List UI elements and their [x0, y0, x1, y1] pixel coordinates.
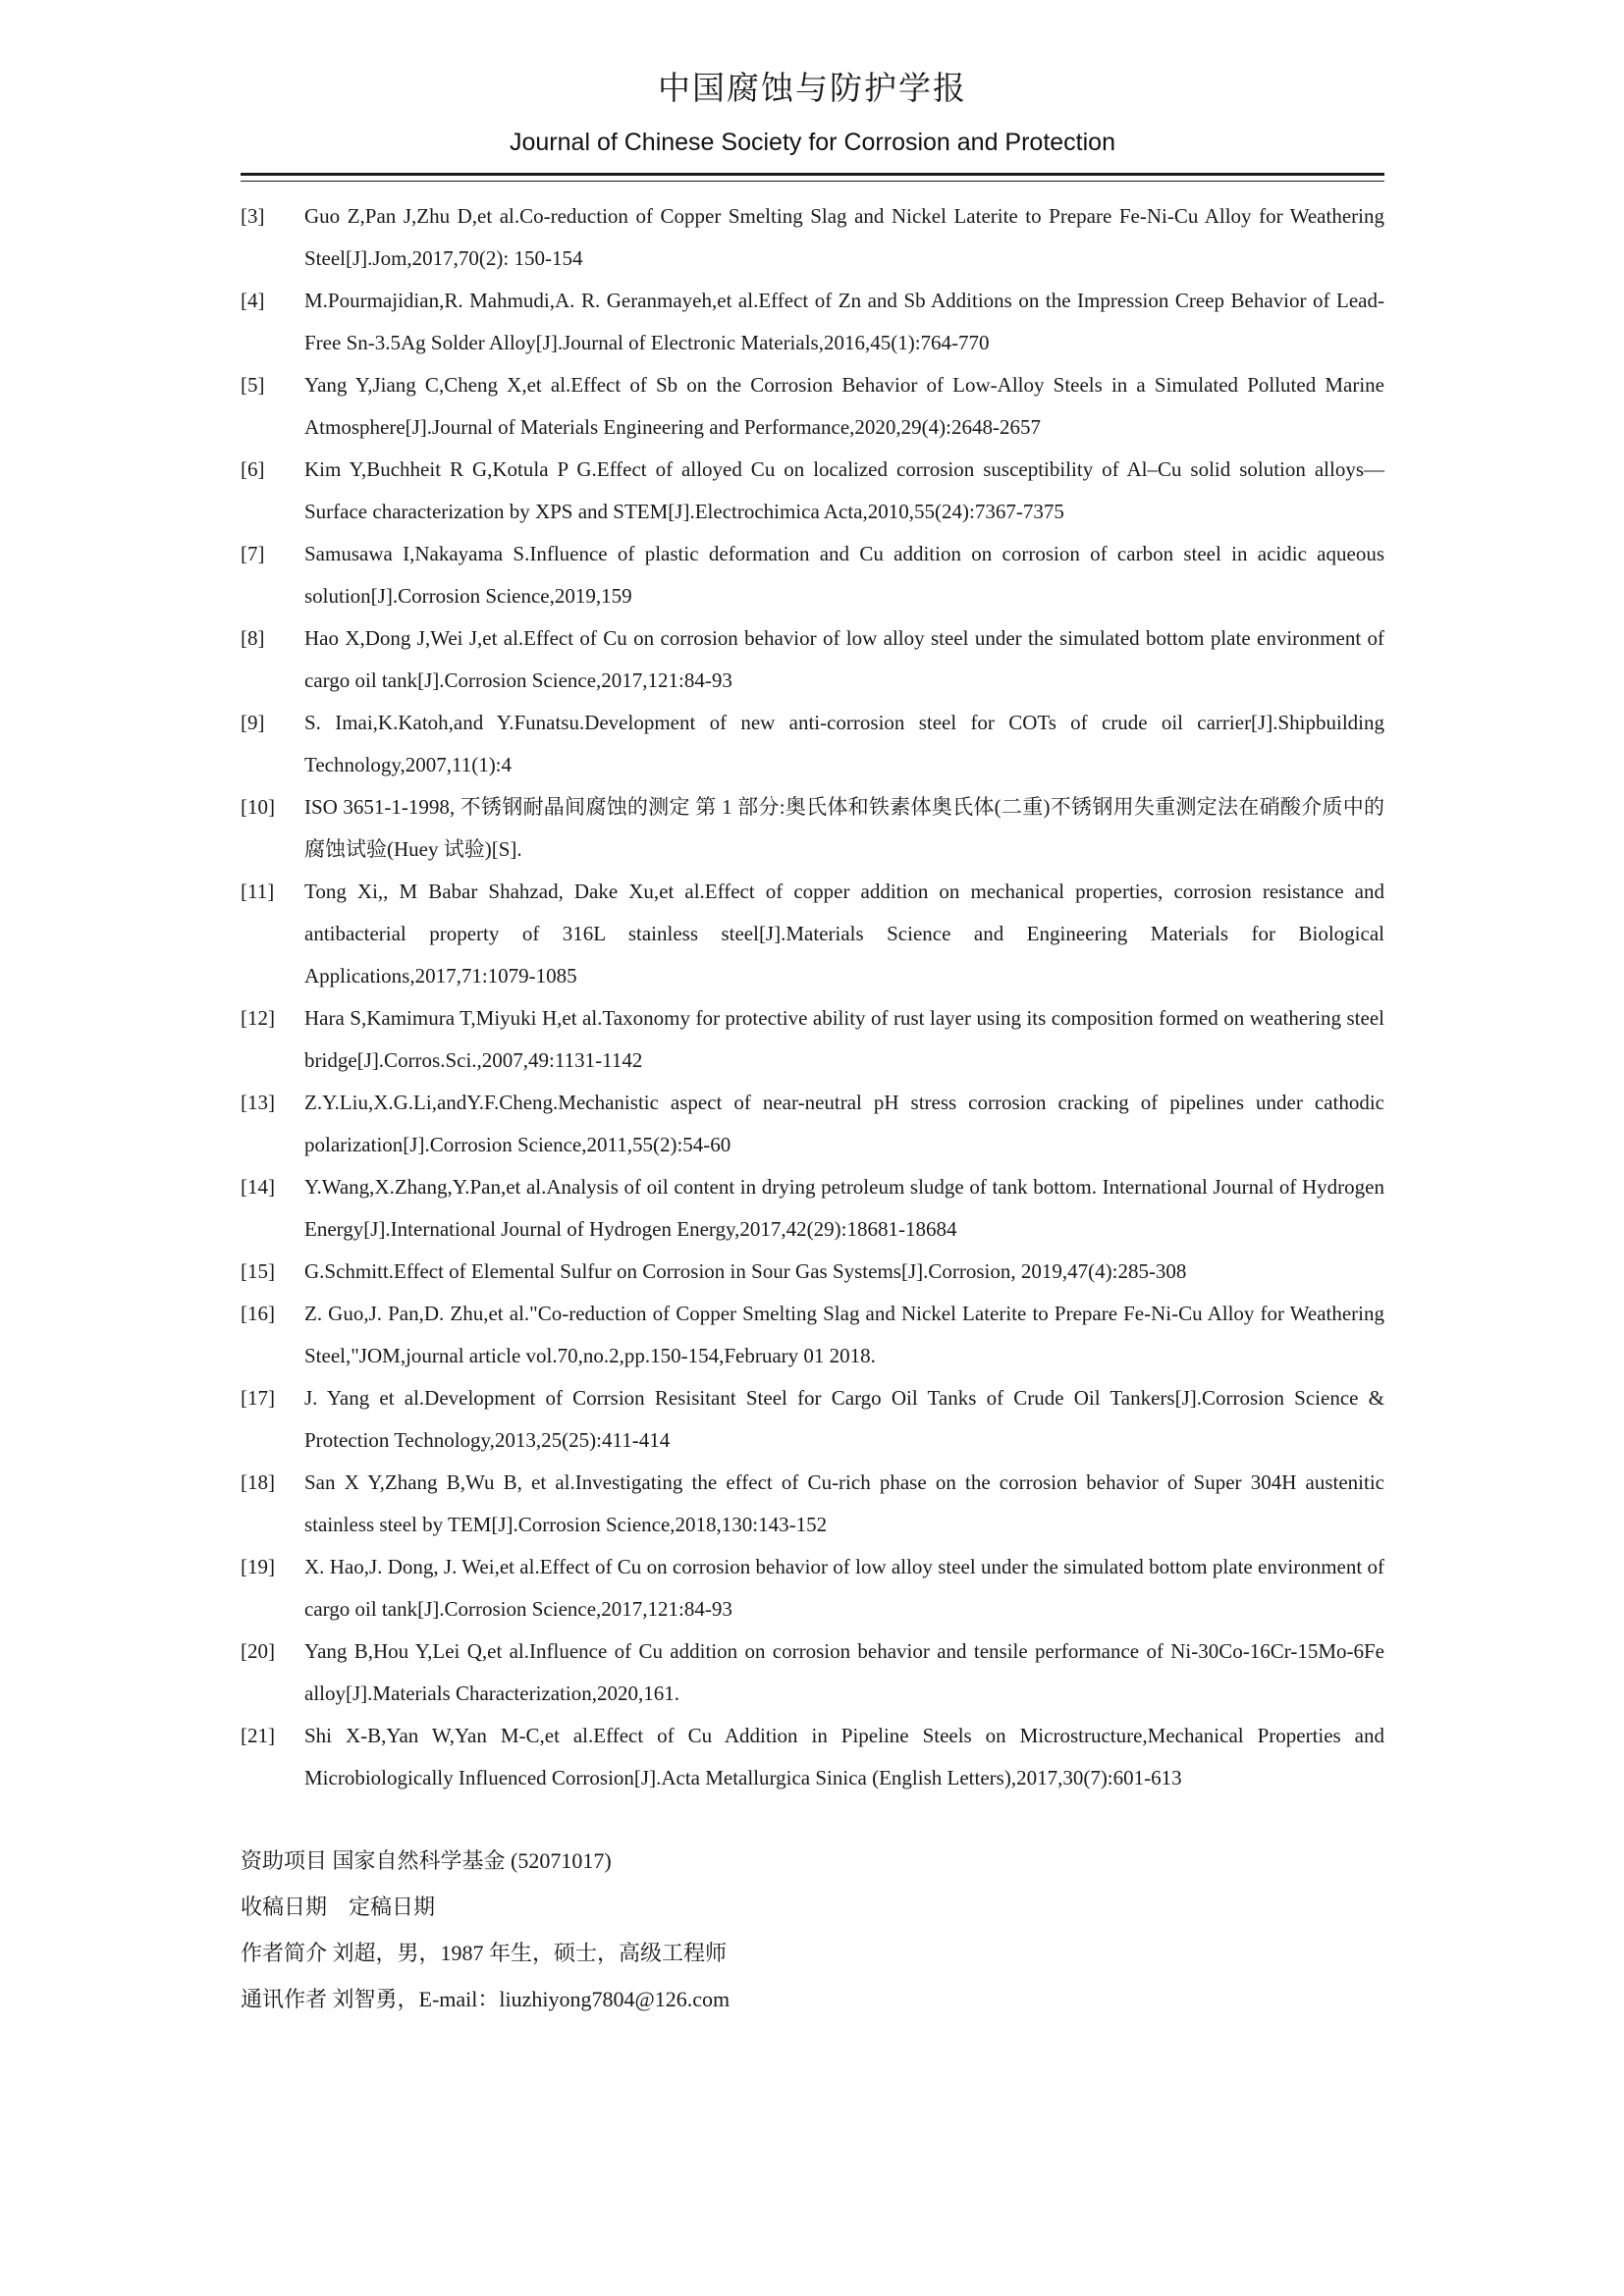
reference-number: [6]: [241, 456, 265, 481]
reference-item: [241, 997, 1384, 1082]
author-bio-line: 作者简介 刘超，男，1987 年生，硕士，高级工程师: [241, 1941, 728, 1965]
reference-text: M.Pourmajidian,R. Mahmudi,A. R. Geranmayeh,et al.Effect of Zn and Sb Additions on the Impression Creep Behavior of Lead-Free Sn-3.5Ag Solder Alloy[J].Journal of Electronic Materials,2016,45(1):764-770: [304, 288, 1384, 354]
reference-text: J. Yang et al.Development of Corrsion Resisitant Steel for Cargo Oil Tanks of Crude Oil Tankers[J].Corrosion Science & Protection Technology,2013,25(25):411-414: [304, 1385, 1384, 1452]
reference-item: [241, 280, 1384, 364]
reference-item: [241, 871, 1384, 997]
reference-number: [10]: [241, 794, 275, 819]
reference-number: [15]: [241, 1258, 275, 1283]
reference-text: Z. Guo,J. Pan,D. Zhu,et al."Co-reduction of Copper Smelting Slag and Nickel Laterite to Prepare Fe-Ni-Cu Alloy for Weathering Steel,"JOM,journal article vol.70,no.2,pp.150-154,February 01 2018.: [304, 1301, 1384, 1367]
reference-number: [8]: [241, 625, 265, 650]
journal-title-english: Journal of Chinese Society for Corrosion and Protection: [510, 128, 1115, 156]
reference-item: [241, 195, 1384, 280]
reference-number: [4]: [241, 288, 265, 312]
reference-text: Z.Y.Liu,X.G.Li,andY.F.Cheng.Mechanistic aspect of near-neutral pH stress corrosion cracking of pipelines under cathodic polarization[J].Corrosion Science,2011,55(2):54-60: [304, 1090, 1384, 1156]
reference-item: [241, 1546, 1384, 1630]
reference-text: Tong Xi,, M Babar Shahzad, Dake Xu,et al.Effect of copper addition on mechanical properties, corrosion resistance and antibacterial property of 316L stainless steel[J].Materials Science and Engineering Materials for Biological Applications,2017,71:1079-1085: [304, 879, 1384, 988]
reference-item: [241, 702, 1384, 786]
reference-number: [3]: [241, 203, 265, 228]
reference-text: Kim Y,Buchheit R G,Kotula P G.Effect of alloyed Cu on localized corrosion susceptibility of Al–Cu solid solution alloys—Surface characterization by XPS and STEM[J].Electrochimica Acta,2010,55(24):7367-7375: [304, 456, 1384, 523]
reference-number: [7]: [241, 541, 265, 565]
reference-item: [241, 617, 1384, 702]
reference-list: [241, 195, 1384, 1799]
page-footer: [241, 1838, 1384, 2022]
reference-item: [241, 1293, 1384, 1377]
reference-item: [241, 1082, 1384, 1166]
reference-item: [241, 1462, 1384, 1546]
reference-number: [5]: [241, 372, 265, 397]
funding-line: 资助项目 国家自然科学基金 (52071017): [241, 1848, 612, 1873]
reference-text: ISO 3651-1-1998, 不锈钢耐晶间腐蚀的测定 第 1 部分:奥氏体和铁素体奥氏体(二重)不锈钢用失重测定法在硝酸介质中的腐蚀试验(Huey 试验)[S].: [304, 794, 1384, 861]
reference-number: [14]: [241, 1174, 275, 1199]
reference-text: Hara S,Kamimura T,Miyuki H,et al.Taxonomy for protective ability of rust layer using its composition formed on weathering steel bridge[J].Corros.Sci.,2007,49:1131-1142: [304, 1005, 1384, 1072]
header-rule: [241, 173, 1384, 182]
reference-number: [21]: [241, 1723, 275, 1747]
reference-number: [17]: [241, 1385, 275, 1410]
corresponding-author-line: 通讯作者 刘智勇，E-mail：liuzhiyong7804@126.com: [241, 1987, 731, 2011]
reference-item: [241, 364, 1384, 449]
reference-number: [16]: [241, 1301, 275, 1325]
reference-text: Y.Wang,X.Zhang,Y.Pan,et al.Analysis of oil content in drying petroleum sludge of tank bottom. International Journal of Hydrogen Energy[J].International Journal of Hydrogen Energy,2017,42(29):18681-18684: [304, 1174, 1384, 1241]
reference-number: [20]: [241, 1638, 275, 1663]
reference-number: [12]: [241, 1005, 275, 1030]
reference-text: X. Hao,J. Dong, J. Wei,et al.Effect of Cu on corrosion behavior of low alloy steel under the simulated bottom plate environment of cargo oil tank[J].Corrosion Science,2017,121:84-93: [304, 1554, 1384, 1621]
reference-text: S. Imai,K.Katoh,and Y.Funatsu.Development of new anti-corrosion steel for COTs of crude oil carrier[J].Shipbuilding Technology,2007,11(1):4: [304, 710, 1384, 776]
reference-text: San X Y,Zhang B,Wu B, et al.Investigating the effect of Cu-rich phase on the corrosion behavior of Super 304H austenitic stainless steel by TEM[J].Corrosion Science,2018,130:143-152: [304, 1469, 1384, 1536]
reference-item: [241, 533, 1384, 617]
reference-text: Samusawa I,Nakayama S.Influence of plastic deformation and Cu addition on corrosion of carbon steel in acidic aqueous solution[J].Corrosion Science,2019,159: [304, 541, 1384, 608]
reference-text: Shi X-B,Yan W,Yan M-C,et al.Effect of Cu Addition in Pipeline Steels on Microstructure,Mechanical Properties and Microbiologically Influenced Corrosion[J].Acta Metallurgica Sinica (English Letters),2017,30(7):601-613: [304, 1723, 1384, 1789]
reference-item: [241, 1377, 1384, 1462]
reference-item: [241, 1251, 1384, 1293]
reference-text: Guo Z,Pan J,Zhu D,et al.Co-reduction of Copper Smelting Slag and Nickel Laterite to Prepare Fe-Ni-Cu Alloy for Weathering Steel[J].Jom,2017,70(2): 150-154: [304, 203, 1384, 270]
reference-text: G.Schmitt.Effect of Elemental Sulfur on Corrosion in Sour Gas Systems[J].Corrosion, 2019,47(4):285-308: [304, 1258, 1187, 1283]
reference-item: [241, 1630, 1384, 1715]
reference-text: Yang Y,Jiang C,Cheng X,et al.Effect of Sb on the Corrosion Behavior of Low-Alloy Steels in a Simulated Polluted Marine Atmosphere[J].Journal of Materials Engineering and Performance,2020,29(4):2648-2657: [304, 372, 1384, 439]
reference-number: [19]: [241, 1554, 275, 1578]
reference-number: [18]: [241, 1469, 275, 1494]
reference-item: [241, 449, 1384, 533]
reference-number: [9]: [241, 710, 265, 734]
reference-item: [241, 1715, 1384, 1799]
journal-title-chinese: 中国腐蚀与防护学报: [658, 72, 967, 107]
reference-text: Yang B,Hou Y,Lei Q,et al.Influence of Cu addition on corrosion behavior and tensile performance of Ni-30Co-16Cr-15Mo-6Fe alloy[J].Materials Characterization,2020,161.: [304, 1638, 1384, 1705]
reference-number: [13]: [241, 1090, 275, 1114]
reference-item: [241, 1166, 1384, 1251]
reference-item: [241, 786, 1384, 871]
reference-text: Hao X,Dong J,Wei J,et al.Effect of Cu on corrosion behavior of low alloy steel under the simulated bottom plate environment of cargo oil tank[J].Corrosion Science,2017,121:84-93: [304, 625, 1384, 692]
reference-number: [11]: [241, 879, 275, 903]
page-header: [241, 69, 1384, 182]
dates-line: 收稿日期 定稿日期: [241, 1895, 436, 1919]
